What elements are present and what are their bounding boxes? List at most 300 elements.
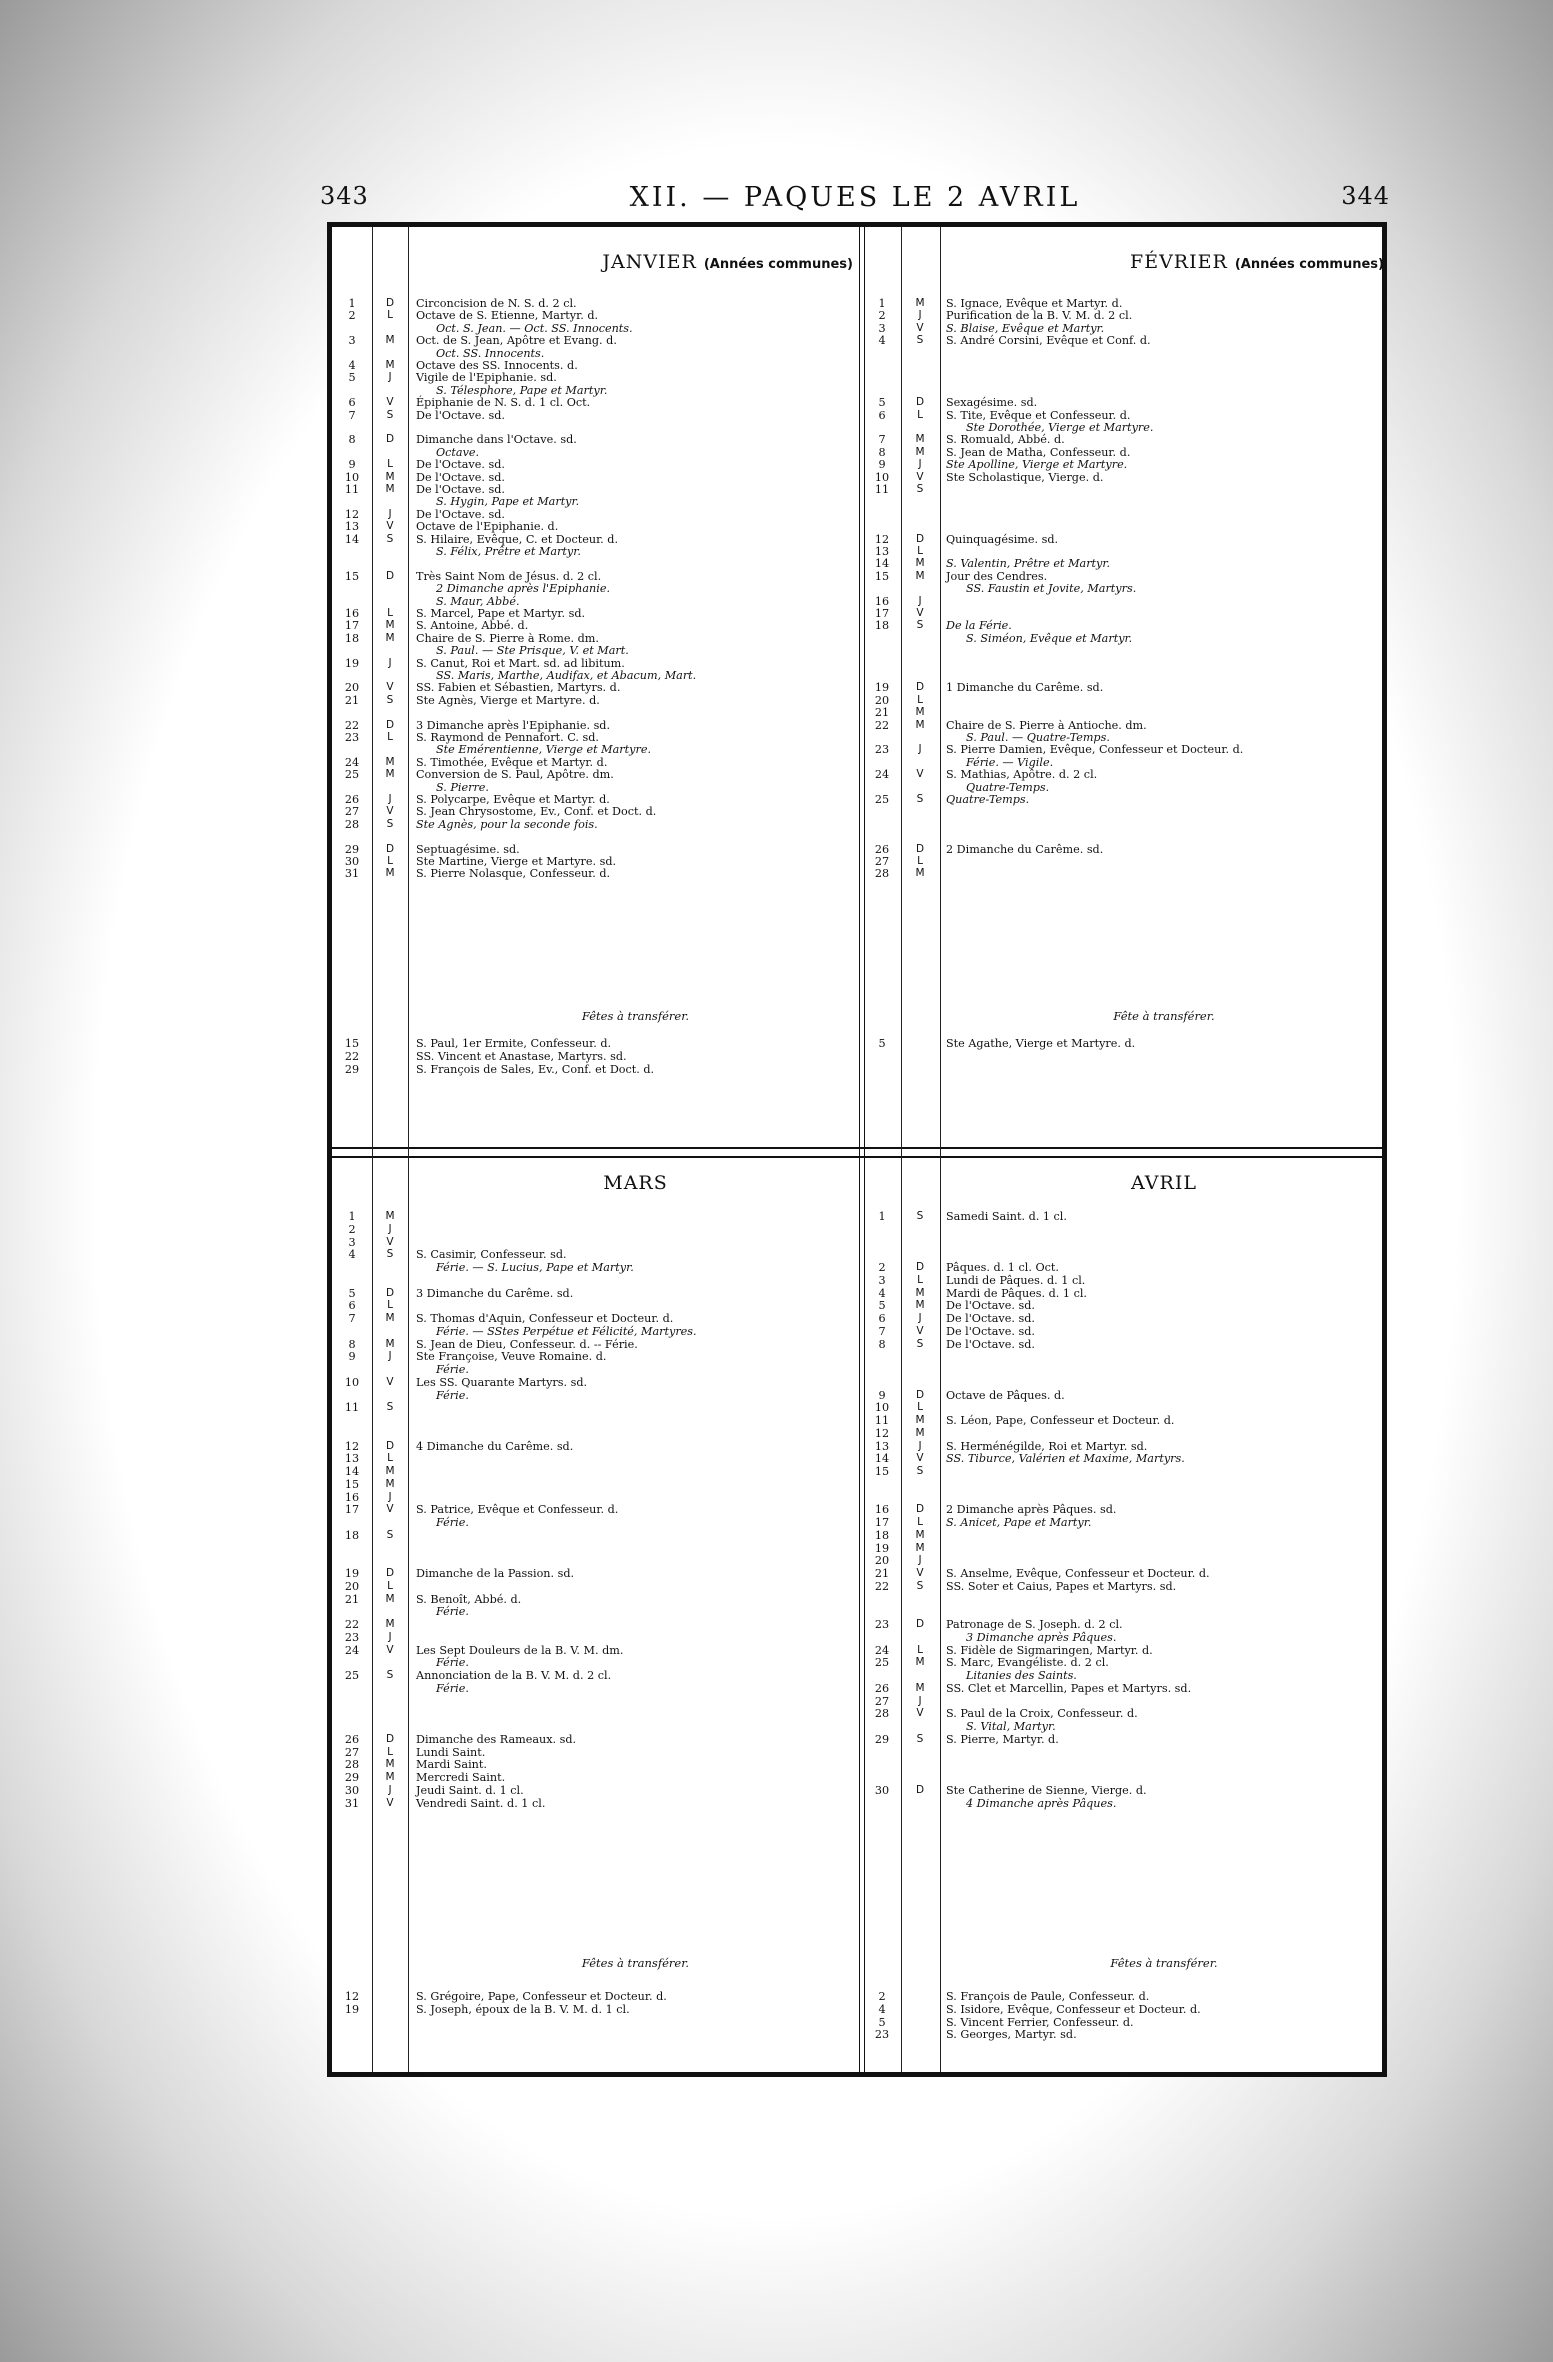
office-text: Férie. <box>436 1681 469 1695</box>
calendar-row <box>332 632 1382 645</box>
weekday-letter: M <box>915 445 925 458</box>
office-text: S. Marc, Evangéliste. d. 2 cl. <box>946 1656 1109 1670</box>
office-text: Épiphanie de N. S. d. 1 cl. Oct. <box>416 396 591 410</box>
day-number: 25 <box>874 793 890 806</box>
feast-text: SS. Vincent et Anastase, Martyrs. sd. <box>416 1049 627 1063</box>
calendar-row <box>332 1427 1382 1440</box>
office-text: S. Télesphore, Pape et Martyr. <box>436 383 608 397</box>
weekday-letter: V <box>386 1375 394 1388</box>
calendar-row <box>332 1465 1382 1478</box>
mars-feasts-title: Fêtes à transférer. <box>581 1956 690 1970</box>
calendar-row <box>332 347 1382 360</box>
weekday-letter: J <box>918 458 922 471</box>
weekday-letter: S <box>386 1528 394 1541</box>
day-number: 15 <box>874 569 890 583</box>
day-number: 22 <box>344 718 360 732</box>
office-text: Octave de l'Epiphanie. d. <box>416 520 559 534</box>
weekday-letter: M <box>915 867 925 880</box>
day-number: 21 <box>344 693 360 707</box>
weekday-letter: D <box>385 569 395 582</box>
calendar-row <box>332 793 1382 806</box>
day-number: 29 <box>874 1732 890 1746</box>
month-subtitle: (Années communes) <box>1234 257 1384 272</box>
calendar-row <box>332 1554 1382 1567</box>
janvier-feasts-title: Fêtes à transférer. <box>581 1009 690 1023</box>
office-text: S. Paul. — Quatre-Temps. <box>966 731 1110 744</box>
day-number: 19 <box>874 681 890 695</box>
weekday-letter: M <box>385 359 395 371</box>
day-number: 10 <box>874 1401 890 1415</box>
weekday-letter: V <box>386 396 394 409</box>
calendar-row <box>332 458 1382 471</box>
month-title-fevrier <box>944 251 1384 273</box>
day-number: 6 <box>878 408 886 422</box>
office-text: S. Pierre Damien, Evêque, Confesseur et Docteur. d. <box>946 743 1244 757</box>
day-number: 20 <box>874 693 890 707</box>
office-text: Férie. <box>436 1656 469 1670</box>
day-number: 8 <box>348 1337 356 1351</box>
calendar-row <box>332 1478 1382 1491</box>
feast-text: S. François de Sales, Ev., Conf. et Doct. d. <box>416 1062 655 1076</box>
weekday-letter: D <box>385 718 395 731</box>
weekday-letter: V <box>386 1643 394 1656</box>
calendar-row <box>332 843 1382 856</box>
weekday-letter: J <box>918 1312 922 1324</box>
office-text: 2 Dimanche après Pâques. sd. <box>946 1503 1117 1517</box>
day-number: 23 <box>874 1618 890 1631</box>
calendar-row <box>332 595 1382 608</box>
weekday-letter: M <box>385 1337 395 1350</box>
day-number: 18 <box>344 631 360 645</box>
day-number: 27 <box>344 1745 360 1759</box>
weekday-letter: M <box>385 1465 395 1477</box>
weekday-letter: L <box>387 855 393 867</box>
office-text: S. Pierre. <box>436 780 489 794</box>
calendar-row <box>332 446 1382 459</box>
office-text: Conversion de S. Paul, Apôtre. dm. <box>416 768 614 782</box>
office-text: Férie. <box>436 1388 469 1402</box>
calendar-row <box>332 1695 1382 1708</box>
day-number: 4 <box>878 1286 886 1300</box>
day-number: 7 <box>878 1324 886 1338</box>
office-text: Mercredi Saint. <box>416 1771 506 1784</box>
weekday-letter: L <box>387 309 393 322</box>
office-text: Pâques. d. 1 cl. Oct. <box>946 1261 1059 1274</box>
office-text: Ste Françoise, Veuve Romaine. d. <box>416 1350 607 1364</box>
calendar-row <box>332 855 1382 868</box>
office-text: Vendredi Saint. d. 1 cl. <box>416 1796 546 1810</box>
weekday-letter: V <box>386 520 394 533</box>
day-number: 16 <box>344 1490 360 1504</box>
office-text: 4 Dimanche du Carême. sd. <box>416 1439 574 1453</box>
day-number: 17 <box>344 619 360 633</box>
calendar-row <box>332 1389 1382 1402</box>
day-number: 5 <box>348 371 356 385</box>
weekday-letter: D <box>915 1618 925 1630</box>
calendar-row <box>332 1707 1382 1720</box>
office-text: Quatre-Temps. <box>966 780 1050 794</box>
day-number: 13 <box>874 1439 890 1453</box>
page-number-left: 343 <box>320 182 369 210</box>
day-number: 25 <box>344 1669 360 1682</box>
office-text: Férie. <box>436 1363 469 1376</box>
calendar-row <box>332 1325 1382 1338</box>
weekday-letter: M <box>915 1286 925 1299</box>
day-number: 18 <box>874 619 890 633</box>
weekday-letter: S <box>916 1465 924 1477</box>
office-text: S. Hygin, Pape et Martyr. <box>436 495 580 509</box>
calendar-row <box>332 719 1382 732</box>
weekday-letter: M <box>915 569 925 582</box>
office-text: 1 Dimanche du Carême. sd. <box>946 681 1104 695</box>
weekday-letter: S <box>386 1248 394 1261</box>
calendar-row <box>332 1338 1382 1351</box>
feast-day-number: 5 <box>878 2015 886 2029</box>
day-number: 17 <box>874 1516 890 1529</box>
calendar-row <box>332 743 1382 756</box>
day-number: 30 <box>874 1783 890 1797</box>
weekday-letter: J <box>388 1783 392 1796</box>
weekday-letter: S <box>386 532 394 545</box>
day-number: 5 <box>348 1286 356 1300</box>
calendar-row <box>332 1248 1382 1261</box>
day-number: 24 <box>874 1643 890 1657</box>
calendar-row <box>332 694 1382 707</box>
weekday-letter: J <box>918 1694 922 1707</box>
weekday-letter: L <box>917 693 923 706</box>
day-number: 31 <box>344 867 360 881</box>
day-number: 14 <box>344 1465 360 1478</box>
day-number: 20 <box>874 1554 890 1568</box>
feast-text: S. Grégoire, Pape, Confesseur et Docteur. d. <box>416 1990 667 2003</box>
month-name: FÉVRIER <box>1130 251 1228 273</box>
day-number: 29 <box>344 1771 360 1784</box>
weekday-letter: M <box>915 1656 925 1669</box>
day-number: 4 <box>348 359 356 372</box>
fevrier-feasts-title: Fête à transférer. <box>1113 1009 1215 1023</box>
calendar-row <box>332 384 1382 397</box>
day-number: 21 <box>874 706 890 720</box>
day-number: 27 <box>874 855 890 868</box>
office-text: Chaire de S. Pierre à Antioche. dm. <box>946 718 1147 732</box>
weekday-letter: M <box>385 768 395 781</box>
office-text: S. Valentin, Prêtre et Martyr. <box>946 557 1111 571</box>
day-number: 7 <box>878 433 886 447</box>
day-number: 8 <box>878 445 886 459</box>
calendar-row <box>332 1299 1382 1312</box>
calendar-row <box>332 1771 1382 1784</box>
weekday-letter: M <box>915 1528 925 1541</box>
day-number: 25 <box>874 1656 890 1670</box>
calendar-row <box>332 409 1382 422</box>
day-number: 15 <box>874 1465 890 1478</box>
weekday-letter: M <box>385 755 395 768</box>
day-number: 6 <box>348 396 356 410</box>
day-number: 14 <box>874 557 890 571</box>
weekday-letter: J <box>918 1439 922 1452</box>
office-text: Jeudi Saint. d. 1 cl. <box>416 1783 524 1797</box>
office-text: Mardi Saint. <box>416 1758 487 1772</box>
calendar-row <box>332 1644 1382 1657</box>
page-header <box>320 182 1390 216</box>
day-number: 24 <box>344 755 360 769</box>
day-number: 12 <box>874 1426 890 1440</box>
weekday-letter: V <box>916 1707 924 1720</box>
weekday-letter: L <box>387 731 393 743</box>
weekday-letter: M <box>915 1426 925 1439</box>
day-number: 1 <box>878 1210 886 1223</box>
calendar-row <box>332 619 1382 632</box>
office-text: Lundi Saint. <box>416 1745 486 1759</box>
weekday-letter: L <box>387 1745 393 1758</box>
day-number: 30 <box>344 855 360 868</box>
day-number: 5 <box>878 396 886 410</box>
weekday-letter: V <box>916 1324 924 1337</box>
day-number: 3 <box>878 1273 886 1287</box>
office-text: S. Blaise, Evêque et Martyr. <box>946 321 1105 335</box>
weekday-letter: J <box>918 743 922 756</box>
office-text: 3 Dimanche après Pâques. <box>966 1630 1117 1644</box>
office-text: De l'Octave. sd. <box>416 507 505 521</box>
weekday-letter: M <box>915 297 925 309</box>
calendar-row <box>332 1720 1382 1733</box>
calendar-row <box>332 396 1382 409</box>
calendar-row <box>332 706 1382 719</box>
calendar-row <box>332 1414 1382 1427</box>
calendar-row <box>332 1363 1382 1376</box>
weekday-letter: S <box>386 1669 394 1681</box>
office-text: S. Ignace, Evêque et Martyr. d. <box>946 297 1123 310</box>
calendar-row <box>332 681 1382 694</box>
day-number: 5 <box>878 1299 886 1313</box>
weekday-letter: V <box>386 1796 394 1809</box>
office-text: Oct. SS. Innocents. <box>436 346 545 360</box>
feast-text: S. François de Paule, Confesseur. d. <box>946 1990 1150 2003</box>
calendar-row <box>332 867 1382 880</box>
weekday-letter: L <box>917 855 923 867</box>
calendar-row <box>332 495 1382 508</box>
month-title-avril: AVRIL <box>1131 1172 1197 1194</box>
feast-day-number: 5 <box>878 1037 886 1050</box>
day-number: 10 <box>874 470 890 484</box>
office-text: S. Jean Chrysostome, Ev., Conf. et Doct. d. <box>416 805 657 819</box>
office-text: Ste Emérentienne, Vierge et Martyre. <box>436 743 651 757</box>
weekday-letter: D <box>385 1286 395 1299</box>
calendar-row <box>332 644 1382 657</box>
calendar-row <box>332 557 1382 570</box>
office-text: Férie. <box>436 1605 469 1619</box>
office-text: Férie. — SStes Perpétue et Félicité, Martyres. <box>436 1324 697 1338</box>
weekday-letter: S <box>916 483 924 495</box>
office-text: S. Thomas d'Aquin, Confesseur et Docteur. d. <box>416 1312 674 1325</box>
office-text: Ste Martine, Vierge et Martyre. sd. <box>416 855 617 868</box>
office-text: S. Vital, Martyr. <box>966 1720 1056 1733</box>
calendar-row <box>332 334 1382 347</box>
day-number: 20 <box>344 1579 360 1593</box>
calendar-row <box>332 1542 1382 1555</box>
weekday-letter: M <box>385 470 395 483</box>
office-text: Très Saint Nom de Jésus. d. 2 cl. <box>416 569 602 583</box>
office-text: S. Pierre, Martyr. d. <box>946 1732 1059 1746</box>
office-text: Septuagésime. sd. <box>416 842 520 856</box>
calendar-row <box>332 1236 1382 1249</box>
weekday-letter: L <box>917 1401 923 1414</box>
day-number: 13 <box>344 520 360 534</box>
feast-day-number: 23 <box>874 2028 890 2042</box>
office-text: S. Timothée, Evêque et Martyr. d. <box>416 755 608 769</box>
day-number: 11 <box>874 483 890 496</box>
day-number: 3 <box>878 321 886 335</box>
office-text: Annonciation de la B. V. M. d. 2 cl. <box>416 1669 612 1682</box>
calendar-row <box>332 508 1382 521</box>
weekday-letter: M <box>385 334 395 347</box>
day-number: 19 <box>344 656 360 670</box>
weekday-letter: M <box>385 1477 395 1490</box>
feast-row <box>332 2028 1382 2041</box>
weekday-letter: M <box>915 557 925 570</box>
weekday-letter: M <box>385 1758 395 1771</box>
office-text: SS. Clet et Marcellin, Papes et Martyrs. sd. <box>946 1681 1192 1695</box>
office-text: Ste Agnès, Vierge et Martyre. d. <box>416 693 600 707</box>
office-text: S. Paul de la Croix, Confesseur. d. <box>946 1707 1138 1721</box>
office-text: Purification de la B. V. M. d. 2 cl. <box>946 309 1133 323</box>
day-number: 3 <box>348 334 356 348</box>
weekday-letter: J <box>388 1630 392 1643</box>
calendar-row <box>332 1580 1382 1593</box>
month-subtitle: (Années communes) <box>703 257 853 272</box>
calendar-row <box>332 1593 1382 1606</box>
day-number: 22 <box>344 1618 360 1631</box>
feast-text: S. Georges, Martyr. sd. <box>946 2028 1077 2042</box>
office-text: Férie. — Vigile. <box>966 755 1054 769</box>
weekday-letter: D <box>385 433 395 446</box>
office-text: Ste Apolline, Vierge et Martyre. <box>946 458 1128 472</box>
office-text: S. Polycarpe, Evêque et Martyr. d. <box>416 793 610 806</box>
office-text: S. Benoît, Abbé. d. <box>416 1592 522 1606</box>
weekday-letter: L <box>387 1452 393 1465</box>
weekday-letter: L <box>387 1579 393 1592</box>
day-number: 2 <box>348 309 356 323</box>
feast-day-number: 22 <box>344 1049 360 1063</box>
calendar-row <box>332 1223 1382 1236</box>
weekday-letter: J <box>388 656 392 669</box>
office-text: Oct. de S. Jean, Apôtre et Evang. d. <box>416 334 617 348</box>
day-number: 9 <box>878 458 886 472</box>
office-text: Lundi de Pâques. d. 1 cl. <box>946 1273 1086 1287</box>
day-number: 12 <box>344 507 360 521</box>
weekday-letter: D <box>915 396 925 409</box>
weekday-letter: D <box>915 1503 925 1516</box>
calendar-row <box>332 1567 1382 1580</box>
feast-day-number: 4 <box>878 2002 886 2016</box>
calendar-row <box>332 768 1382 781</box>
day-number: 3 <box>348 1235 356 1249</box>
office-text: Ste Scholastique, Vierge. d. <box>946 470 1104 484</box>
office-text: De l'Octave. sd. <box>946 1299 1035 1313</box>
feast-text: S. Isidore, Evêque, Confesseur et Docteur. d. <box>946 2002 1201 2016</box>
office-text: Samedi Saint. d. 1 cl. <box>946 1210 1067 1223</box>
weekday-letter: S <box>386 817 394 830</box>
feast-text: Ste Agathe, Vierge et Martyre. d. <box>946 1037 1136 1050</box>
weekday-letter: J <box>388 371 392 384</box>
weekday-letter: L <box>917 545 923 557</box>
day-number: 2 <box>878 1261 886 1274</box>
day-number: 26 <box>874 1681 890 1695</box>
day-number: 2 <box>348 1222 356 1236</box>
calendar-row <box>332 756 1382 769</box>
day-number: 14 <box>874 1452 890 1466</box>
weekday-letter: V <box>916 1452 924 1465</box>
calendar-row <box>332 1746 1382 1759</box>
office-text: S. Félix, Prêtre et Martyr. <box>436 545 581 558</box>
weekday-letter: J <box>388 1490 392 1503</box>
day-number: 22 <box>874 718 890 732</box>
calendar-row <box>332 818 1382 831</box>
day-number: 21 <box>344 1592 360 1606</box>
weekday-letter: M <box>915 706 925 719</box>
office-text: Ste Catherine de Sienne, Vierge. d. <box>946 1783 1147 1797</box>
office-text: S. Raymond de Pennafort. C. sd. <box>416 731 599 744</box>
office-text: Litanies des Saints. <box>966 1669 1077 1682</box>
weekday-letter: V <box>916 1567 924 1579</box>
calendar-row <box>332 1605 1382 1618</box>
office-text: 4 Dimanche après Pâques. <box>966 1796 1117 1810</box>
calendar-row <box>332 1401 1382 1414</box>
office-text: Octave de Pâques. d. <box>946 1388 1065 1402</box>
day-number: 26 <box>344 793 360 806</box>
day-number: 29 <box>344 842 360 856</box>
weekday-letter: M <box>385 483 395 495</box>
day-number: 7 <box>348 408 356 422</box>
office-text: Octave des SS. Innocents. d. <box>416 359 578 372</box>
day-number: 1 <box>878 297 886 310</box>
calendar-row <box>332 1287 1382 1300</box>
weekday-letter: D <box>915 532 925 545</box>
calendar-row <box>332 421 1382 434</box>
calendar-row <box>332 1656 1382 1669</box>
office-text: Les SS. Quarante Martyrs. sd. <box>416 1375 588 1389</box>
weekday-letter: M <box>385 619 395 632</box>
office-text: De l'Octave. sd. <box>416 470 505 484</box>
calendar-row <box>332 359 1382 372</box>
office-text: De l'Octave. sd. <box>416 408 505 422</box>
day-number: 16 <box>874 1503 890 1517</box>
weekday-letter: D <box>915 681 925 694</box>
calendar-row <box>332 1682 1382 1695</box>
weekday-letter: D <box>915 842 925 855</box>
weekday-letter: J <box>918 309 922 322</box>
office-text: De l'Octave. sd. <box>946 1312 1035 1325</box>
office-text: S. Pierre Nolasque, Confesseur. d. <box>416 867 611 881</box>
day-number: 8 <box>878 1337 886 1351</box>
feast-row <box>332 1037 1382 1050</box>
calendar-row <box>332 1529 1382 1542</box>
calendar-row <box>332 520 1382 533</box>
calendar-row <box>332 1440 1382 1453</box>
day-number: 31 <box>344 1796 360 1810</box>
day-number: 1 <box>348 1210 356 1223</box>
weekday-letter: D <box>385 842 395 855</box>
calendar-row <box>332 297 1382 310</box>
office-text: Sexagésime. sd. <box>946 396 1038 410</box>
weekday-letter: M <box>915 1414 925 1426</box>
weekday-letter: S <box>386 1401 394 1414</box>
day-number: 4 <box>348 1248 356 1262</box>
calendar-row <box>332 1631 1382 1644</box>
office-text: Jour des Cendres. <box>946 569 1048 583</box>
calendar-row <box>332 1350 1382 1363</box>
office-text: SS. Fabien et Sébastien, Martyrs. d. <box>416 681 621 695</box>
